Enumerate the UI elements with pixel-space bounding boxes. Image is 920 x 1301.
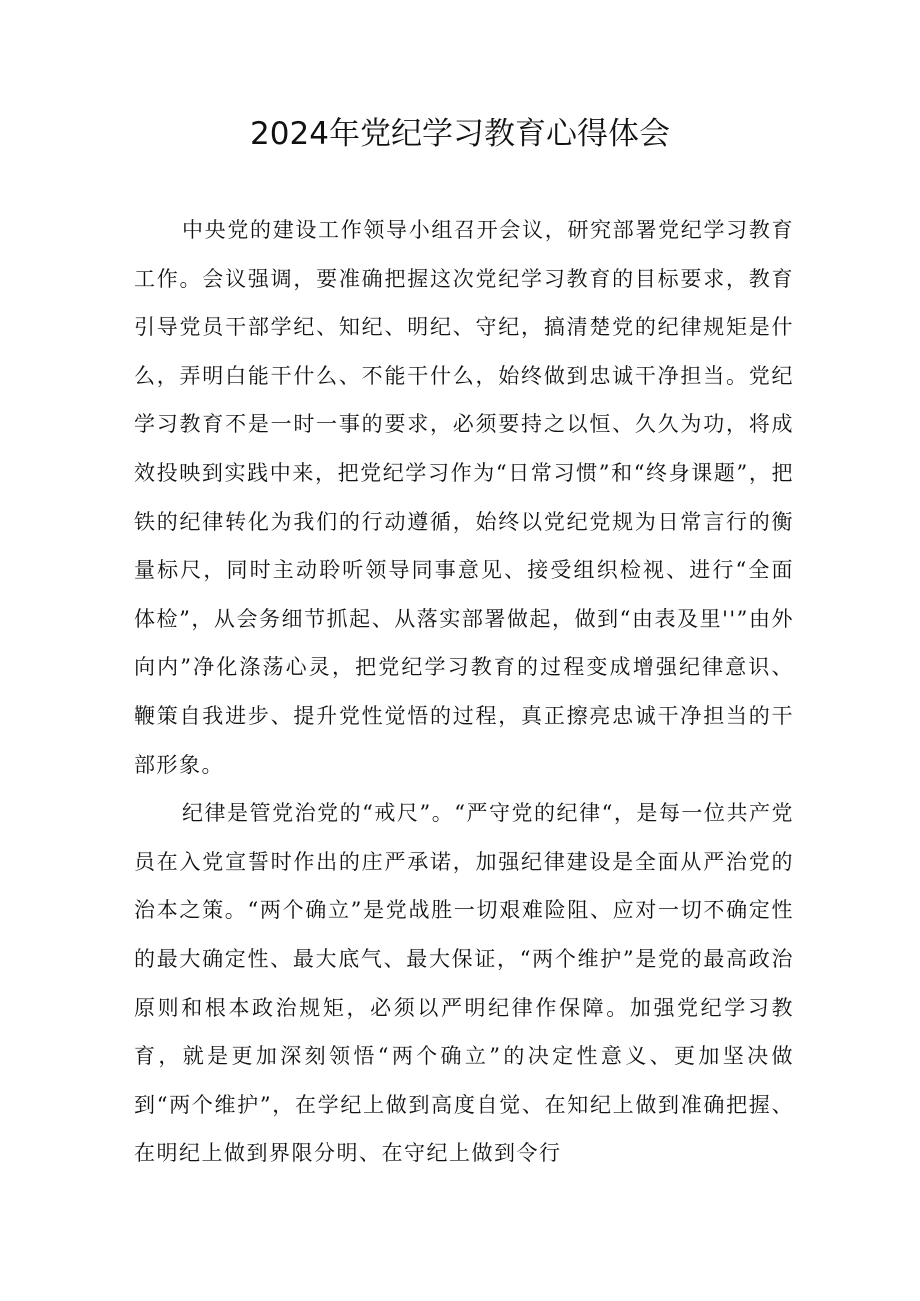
paragraph-1: 中央党的建设工作领导小组召开会议，研究部署党纪学习教育工作。会议强调，要准确把握这次党纪学习教育的目标要求，教育引导党员干部学纪、知纪、明纪、守纪，搞清楚党的纪律规矩是什么，弄明白能干什么、不能干什么，始终做到忠诚干净担当。党纪学习教育不是一时一事的要求，必须要持之以恒、久久为功，将成效投映到实践中来，把党纪学习作为“日常习惯”和“终身课题”，把铁的纪律转化为我们的行动遵循，始终以党纪党规为日常言行的衡量标尺，同时主动聆听领导同事意见、接受组织检视、进行“全面体检”，从会务细节抓起、从落实部署做起，做到“由表及里''”由外向内”净化涤荡心灵，把党纪学习教育的过程变成增强纪律意识、鞭策自我进步、提升党性觉悟的过程，真正擦亮忠诚干净担当的干部形象。 (134, 218, 794, 777)
paragraph-2: 纪律是管党治党的“戒尺”。“严守党的纪律“，是每一位共产党员在入党宣誓时作出的庄严承诺，加强纪律建设是全面从严治党的治本之策。“两个确立”是党战胜一切艰难险阻、应对一切不确定性的最大确定性、最大底气、最大保证，“两个维护”是党的最高政治原则和根本政治规矩，必须以严明纪律作保障。加强党纪学习教育，就是更加深刻领悟“两个确立”的决定性意义、更加坚决做到“两个维护”，在学纪上做到高度自觉、在知纪上做到准确把握、在明纪上做到界限分明、在守纪上做到令行 (134, 801, 794, 1166)
document-body (134, 206, 794, 1178)
document-title: 2024年党纪学习教育心得体会 (250, 116, 670, 152)
